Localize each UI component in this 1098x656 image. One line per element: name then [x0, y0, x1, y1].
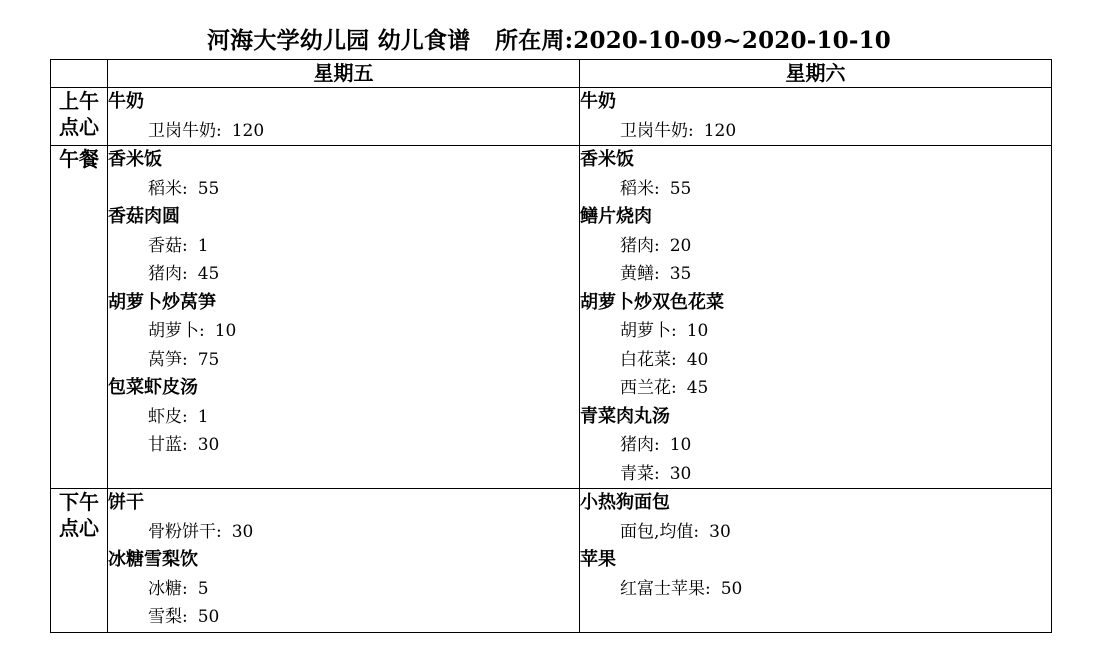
ingredient-amount: 120	[703, 120, 737, 141]
ingredient-amount: 30	[669, 463, 692, 484]
ingredient-amount: 5	[197, 578, 209, 599]
ingredient-name: 莴笋:	[148, 349, 188, 370]
ingredient-row	[108, 260, 579, 289]
meal-label-line: 下午	[59, 490, 99, 514]
meal-label-line: 点心	[59, 115, 99, 139]
ingredient-row	[108, 232, 579, 261]
ingredient-amount: 75	[197, 349, 220, 370]
column-header-friday: 星期五	[108, 60, 580, 88]
ingredient-row	[108, 603, 579, 632]
ingredient-name: 猪肉:	[620, 435, 660, 455]
ingredient-amount: 120	[231, 120, 265, 141]
ingredient-name: 西兰花:	[620, 378, 677, 398]
dish-name: 胡萝卜炒双色花菜	[580, 291, 724, 313]
meal-row-lunch	[51, 146, 1052, 489]
ingredient-name: 胡萝卜:	[148, 321, 205, 341]
dish-name: 青菜肉丸汤	[580, 405, 670, 427]
dish-name: 香菇肉圆	[108, 206, 180, 227]
ingredient-row	[580, 460, 1051, 489]
ingredient-row	[108, 317, 579, 346]
ingredient-row	[580, 346, 1051, 375]
ingredient-name: 卫岗牛奶:	[148, 120, 222, 141]
ingredient-row	[108, 518, 579, 547]
ingredient-amount: 45	[197, 264, 220, 284]
ingredient-amount: 40	[686, 349, 709, 370]
ingredient-name: 红富士苹果:	[620, 578, 711, 599]
ingredient-name: 黄鳝:	[620, 264, 660, 284]
ingredient-name: 青菜:	[620, 463, 660, 484]
dish-name: 苹果	[580, 549, 616, 570]
meal-label-line: 午餐	[59, 147, 99, 171]
dish-name: 胡萝卜炒莴笋	[108, 291, 216, 313]
ingredient-row	[580, 317, 1051, 346]
ingredient-amount: 20	[669, 235, 692, 256]
dish-name: 小热狗面包	[580, 492, 670, 513]
ingredient-row	[580, 374, 1051, 403]
ingredient-amount: 30	[197, 435, 220, 455]
ingredient-amount: 30	[231, 521, 254, 542]
dish-name: 鳝片烧肉	[580, 206, 652, 227]
dish-name: 牛奶	[580, 91, 616, 112]
meal-cell	[108, 88, 580, 146]
ingredient-row	[108, 346, 579, 375]
ingredient-amount: 10	[669, 435, 692, 455]
dish-name: 冰糖雪梨饮	[108, 549, 198, 570]
meal-label-morning-snack	[51, 88, 108, 146]
ingredient-row	[108, 431, 579, 460]
ingredient-amount: 10	[214, 321, 237, 341]
ingredient-name: 雪梨:	[148, 607, 188, 627]
ingredient-amount: 35	[669, 264, 692, 284]
header-row	[51, 60, 1052, 88]
ingredient-name: 白花菜:	[620, 349, 677, 370]
meal-label-afternoon-snack	[51, 489, 108, 633]
ingredient-name: 甘蓝:	[148, 435, 188, 455]
ingredient-amount: 50	[197, 607, 220, 627]
ingredient-name: 冰糖:	[148, 578, 188, 599]
meal-cell	[108, 489, 580, 633]
ingredient-row	[108, 575, 579, 604]
ingredient-amount: 10	[686, 321, 709, 341]
ingredient-row	[580, 575, 1051, 604]
meal-row-morning-snack	[51, 88, 1052, 146]
dish-name: 香米饭	[580, 149, 634, 170]
ingredient-name: 稻米:	[620, 178, 660, 199]
meal-label-lunch	[51, 146, 108, 489]
ingredient-row	[108, 117, 579, 146]
corner-header-cell	[51, 60, 108, 88]
dish-name: 包菜虾皮汤	[108, 377, 198, 398]
ingredient-name: 虾皮:	[148, 406, 188, 427]
ingredient-amount: 45	[686, 378, 709, 398]
meal-row-afternoon-snack	[51, 489, 1052, 633]
dish-name: 牛奶	[108, 91, 144, 112]
page-title: 河海大学幼儿园 幼儿食谱 所在周:2020-10-09~2020-10-10	[206, 27, 892, 54]
ingredient-name: 胡萝卜:	[620, 321, 677, 341]
ingredient-row	[580, 518, 1051, 547]
ingredient-name: 卫岗牛奶:	[620, 120, 694, 141]
ingredient-amount: 55	[669, 178, 692, 199]
ingredient-amount: 1	[197, 235, 209, 256]
meal-cell	[580, 489, 1052, 633]
meal-cell	[580, 146, 1052, 489]
ingredient-row	[580, 260, 1051, 289]
ingredient-amount: 30	[709, 521, 731, 542]
ingredient-name: 面包,均值:	[620, 521, 700, 542]
ingredient-amount: 1	[197, 406, 209, 427]
ingredient-row	[580, 175, 1051, 204]
ingredient-name: 稻米:	[148, 178, 188, 199]
ingredient-amount: 50	[720, 578, 743, 599]
ingredient-row	[580, 117, 1051, 146]
dish-name: 香米饭	[108, 149, 162, 170]
dish-name: 饼干	[108, 492, 144, 513]
ingredient-row	[108, 403, 579, 432]
ingredient-name: 猪肉:	[148, 264, 188, 284]
ingredient-amount: 55	[197, 178, 220, 199]
ingredient-row	[580, 232, 1051, 261]
ingredient-name: 香菇:	[148, 235, 188, 256]
meal-cell	[580, 88, 1052, 146]
ingredient-row	[580, 431, 1051, 460]
ingredient-name: 猪肉:	[620, 235, 660, 256]
meal-label-line: 上午	[59, 89, 99, 113]
menu-table	[50, 59, 1052, 633]
ingredient-row	[108, 175, 579, 204]
column-header-saturday: 星期六	[580, 60, 1052, 88]
meal-label-line: 点心	[59, 516, 99, 540]
meal-cell	[108, 146, 580, 489]
ingredient-name: 骨粉饼干:	[148, 521, 222, 542]
